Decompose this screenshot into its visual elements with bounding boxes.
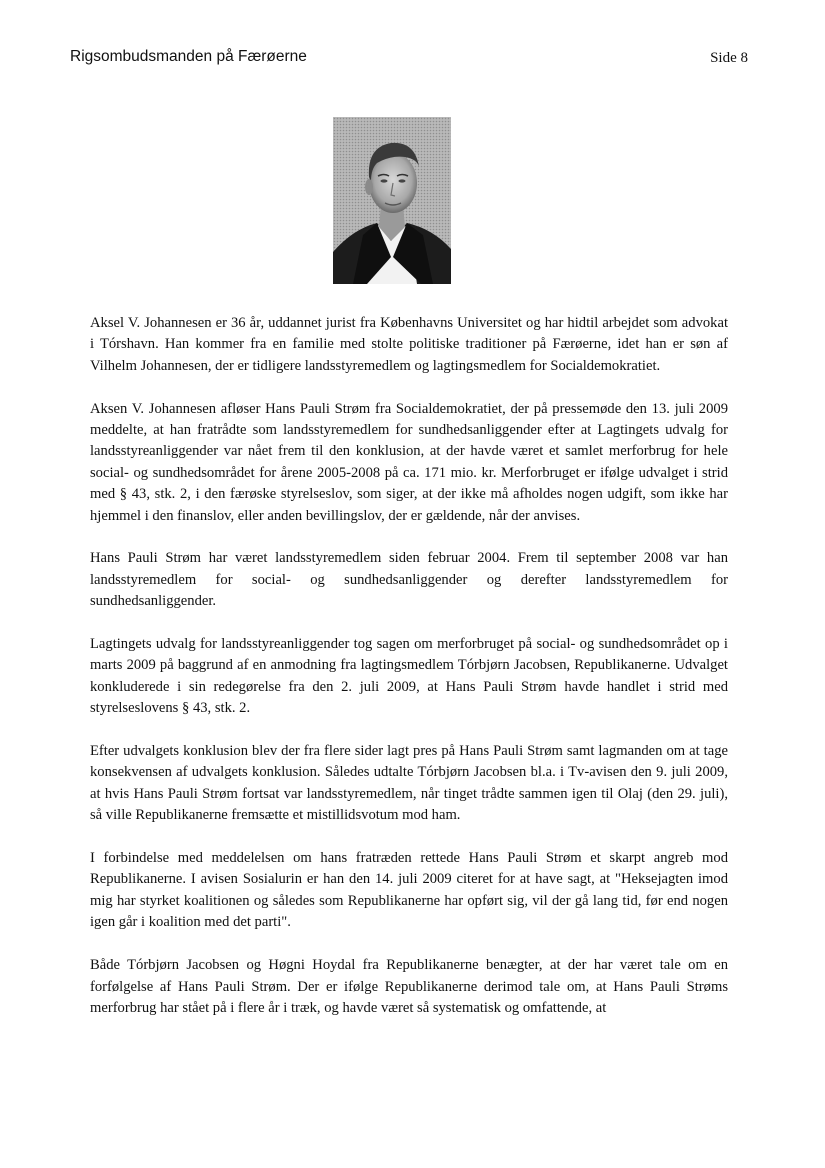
paragraph: Både Tórbjørn Jacobsen og Høgni Hoydal fra Republikanerne benægter, at der har været tale om en forfølgelse af Hans Pauli Strøm. Der er ifølge Republikanerne derimod tale om, at Hans Pauli Strøms merforbrug har stået på i flere år i træk, og havde været så systematisk og omfattende, at <box>90 957 728 1016</box>
page-number: Side 8 <box>710 50 748 66</box>
paragraph: Lagtingets udvalg for landsstyreanliggender tog sagen om merforbruget på social- og sundhedsområdet op i marts 2009 på baggrund af en anmodning fra lagtingsmedlem Tórbjørn Jacobsen, Republikanerne. Udvalget konkluderede i sin redegørelse fra den 2. juli 2009, at Hans Pauli Strøm havde handlet i strid med styrelseslovens § 43, stk. 2. <box>90 636 728 717</box>
body-text <box>90 313 728 1041</box>
portrait-photo-icon <box>333 117 451 284</box>
paragraph: Aksen V. Johannesen afløser Hans Pauli Strøm fra Socialdemokratiet, der på pressemøde den 13. juli 2009 meddelte, at han fratrådte som landsstyremedlem for sundhedsanliggender efter at Lagtingets udvalg for landsstyreanliggender var nået frem til den konklusion, at der havde været et samlet merforbrug for hele social- og sundhedsområdet for årene 2005-2008 på ca. 171 mio. kr. Merforbruget er ifølge udvalget i strid med § 43, stk. 2, i den færøske styrelseslov, som siger, at der ikke må afholdes nogen udgift, som ikke har hjemmel i den finanslov, eller anden bevillingslov, der er gældende, når der anvises. <box>90 400 728 524</box>
paragraph: Aksel V. Johannesen er 36 år, uddannet jurist fra Københavns Universitet og har hidtil arbejdet som advokat i Tórshavn. Han kommer fra en familie med stolte politiske traditioner på Færøerne, idet han er søn af Vilhelm Johannesen, der er tidligere landsstyremedlem og lagtingsmedlem for Socialdemokratiet. <box>90 315 728 374</box>
paragraph: Efter udvalgets konklusion blev der fra flere sider lagt pres på Hans Pauli Strøm samt lagmanden om at tage konsekvensen af udvalgets konklusion. Således udtalte Tórbjørn Jacobsen bl.a. i Tv-avisen den 9. juli 2009, at hvis Hans Pauli Strøm fortsat var landsstyremedlem, når tinget trådte sammen igen til Olaj (den 29. juli), så ville Republikanerne fremsætte et mistillidsvotum mod ham. <box>90 743 728 824</box>
header-title: Rigsombudsmanden på Færøerne <box>70 48 307 65</box>
paragraph: I forbindelse med meddelelsen om hans fratræden rettede Hans Pauli Strøm et skarpt angreb mod Republikanerne. I avisen Sosialurin er han den 14. juli 2009 citeret for at have sagt, at "Heksejagten imod mig har styrket koalitionen og således som Republikanerne har opført sig, vil der gå lang tid, før end nogen igen går i koalition med det parti". <box>90 850 728 931</box>
paragraph: Hans Pauli Strøm har været landsstyremedlem siden februar 2004. Frem til september 2008 var han landsstyremedlem for social- og sundhedsanliggender og derefter landsstyremedlem for sundhedsanliggender. <box>90 550 728 610</box>
